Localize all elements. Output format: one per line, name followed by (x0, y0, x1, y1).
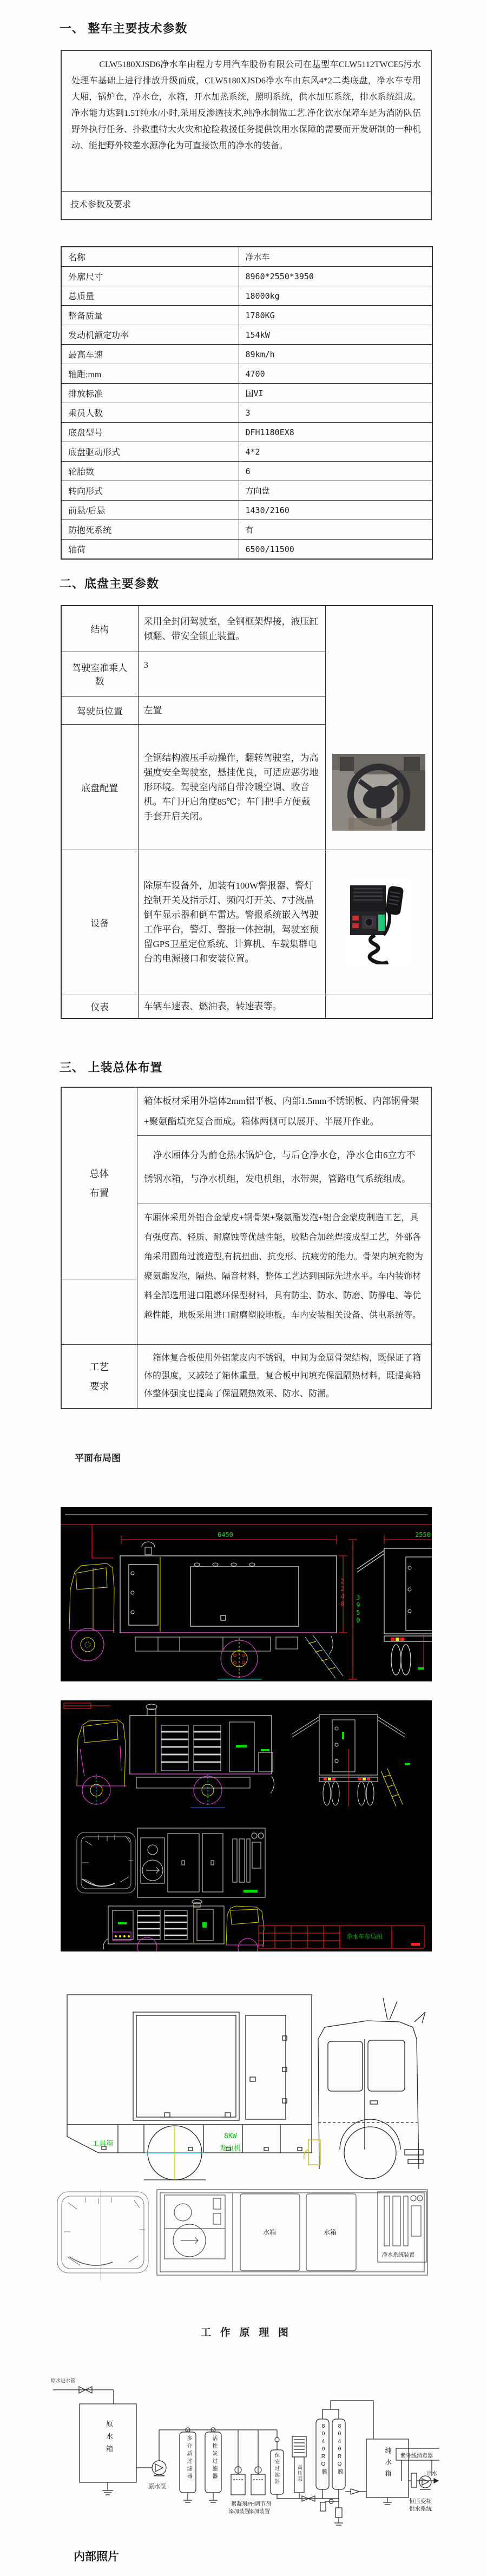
chassis-photo-cell (325, 850, 432, 995)
chassis-empty-cell (325, 995, 432, 1018)
chassis-text: 3 (138, 652, 325, 696)
param-row (61, 462, 432, 481)
raw-water-tank-label: 原水箱 (105, 2420, 113, 2457)
dosing1-label-line1: 絮凝剂 (231, 2501, 247, 2507)
param-value: 4*2 (239, 442, 432, 462)
raw-water-pump-label: 原水泵 (148, 2483, 166, 2490)
param-value: 1780KG (239, 306, 432, 325)
chassis-label: 驾驶室准乘人数 (61, 652, 138, 696)
intro-requirements-label: 技术参数及要求 (62, 191, 431, 219)
section1-title: 一、 整车主要技术参数 (60, 22, 188, 35)
dosing2-label-line1: PH调节剂 (247, 2501, 271, 2507)
param-row (61, 442, 432, 462)
param-value: 方向盘 (239, 481, 432, 501)
supply-system-label-line1: 恒压变频 (409, 2498, 432, 2505)
param-row (61, 345, 432, 364)
param-label: 发动机额定功率 (61, 325, 239, 345)
water-tank-label-2: 水箱 (324, 2229, 337, 2236)
raw-water-tank (80, 2404, 136, 2482)
param-label: 外廓尺寸 (61, 267, 239, 286)
cad-drawing-1 (61, 1507, 432, 1681)
param-label: 防抱死系统 (61, 520, 239, 540)
supply-system-label-line2: 供水系统 (409, 2506, 432, 2512)
param-row (61, 247, 432, 267)
cab-outline (69, 1563, 114, 1633)
param-value: 净水车 (239, 247, 432, 267)
rear-view-box (357, 1548, 432, 1675)
steering-wheel-photo (332, 754, 425, 831)
chassis-photo-cell (325, 606, 432, 850)
param-value: 4700 (239, 364, 432, 384)
param-label: 底盘驱动形式 (61, 442, 239, 462)
cab-plan-sketch (57, 2190, 148, 2281)
length-dimension-label: 6450 (218, 1531, 233, 1539)
chassis-text: 采用全封闭驾驶室，全钢框架焊接，液压缸倾翻、带安全锁止装置。 (138, 606, 325, 652)
chassis-params-table (61, 605, 433, 1019)
plan-layout-heading: 平面布局图 (75, 1453, 121, 1463)
param-label: 轴距:mm (61, 364, 239, 384)
param-label: 转向形式 (61, 481, 239, 501)
param-row (61, 403, 432, 423)
pure-water-tank-label: 纯水箱 (384, 2447, 392, 2481)
chassis-row (61, 850, 432, 995)
param-value: 154kW (239, 325, 432, 345)
param-label: 总质量 (61, 286, 239, 306)
chassis-row (61, 606, 432, 652)
cad-panel-side-rear-view (61, 1507, 432, 1681)
media-filter-label: 多介质过滤器 (186, 2435, 192, 2481)
dosing-unit-1 (231, 2474, 245, 2495)
param-value: 6500/11500 (239, 540, 432, 560)
ro-membrane-label-2: 8040RO膜 (337, 2423, 343, 2476)
param-label: 轴荷 (61, 540, 239, 560)
param-label: 整备质量 (61, 306, 239, 325)
side-view-svg (64, 1987, 427, 2192)
ro-membrane-1 (316, 2419, 329, 2489)
dosing2-label-line2: 添加装置 (248, 2509, 270, 2515)
generator-label-line1: 8KW (224, 2132, 237, 2140)
param-row (61, 364, 432, 384)
pure-water-tank (366, 2439, 409, 2498)
taillights (391, 1638, 432, 1641)
inlet-label: 原水进水管 (51, 2378, 76, 2383)
chassis-label: 仪表 (61, 995, 138, 1018)
total-height-dimension-label: 3950 (354, 1594, 362, 1624)
param-label: 轮胎数 (61, 462, 239, 481)
media-filter-column (180, 2432, 196, 2493)
box-body (120, 1556, 337, 1633)
param-value: 国VI (239, 384, 432, 403)
cad-panel-layout-views (61, 1700, 432, 1951)
chassis-label: 底盘配置 (61, 724, 138, 850)
dosing1-label-line2: 添加装置 (228, 2509, 250, 2515)
param-value: 8960*2550*3950 (239, 267, 432, 286)
param-row (61, 306, 432, 325)
param-row (61, 267, 432, 286)
param-value: DFH1180EX8 (239, 423, 432, 442)
param-label: 排放标准 (61, 384, 239, 403)
uv-sterilizer-box (396, 2448, 439, 2460)
param-row (61, 520, 432, 540)
ro-membrane-2 (332, 2419, 345, 2489)
intro-paragraph: CLW5180XJSD6净水车由程力专用汽车股份有限公司在基型车CLW5112TWCE5污水处理车基础上进行排放升级而成，CLW5180XJSD6净水车由东风4*2二类底盘，净水车专用大厢，锅炉仓，净水仓，水箱，开水加热系统，照明系统，供水加压系统，排水系统组成。净水能力达到1.5T纯水/小时,采用反渗透技术,纯净水制做工艺.净化饮水保障车是为消防队伍野外执行任务、扑救重特大火灾和抢险救援任务提供饮用水保障的需要而开发研制的一种机动、能把野外较差水源净化为可直接饮用的净水的装备。 (71, 60, 421, 150)
width-dimension-label: 2550 (415, 1531, 431, 1539)
body-layout-cell-b: 净水厢体分为前仓热水锅炉仓，与后仓净水仓，净水仓由6立方不锈钢水箱，与净水机组，发电机组，水带架，管路电气系统组成。 (137, 1136, 431, 1204)
param-row (61, 286, 432, 306)
plan-view-svg (53, 2186, 434, 2283)
ladder (305, 1635, 343, 1678)
param-label: 底盘型号 (61, 423, 239, 442)
high-pressure-pump (292, 2436, 306, 2493)
working-principle-heading: 工 作 原 理 图 (200, 2327, 292, 2338)
chassis-label: 驾驶员位置 (61, 696, 138, 724)
param-label: 前悬/后悬 (61, 501, 239, 520)
uv-sterilizer-label: 紫外线消毒器 (400, 2453, 433, 2459)
carbon-filter-column (205, 2432, 221, 2493)
param-label: 最高车速 (61, 345, 239, 364)
process-flow-diagram (50, 2366, 439, 2534)
body-height-dimension-label: 2240 (339, 1578, 346, 1608)
ro-membrane-label-1: 8040RO膜 (320, 2423, 326, 2476)
param-value: 1430/2160 (239, 501, 432, 520)
truck-plan-view-drawing (53, 2186, 434, 2283)
body-layout-cell-a: 箱体板材采用外墙体2mm铝平板、内部1.5mm不锈钢板、内部钢骨架+聚氨酯填充复合而成。箱体两侧可以展开、半展开作业。 (137, 1088, 431, 1136)
security-filter-label: 保安过滤器 (274, 2453, 280, 2485)
chassis-row (61, 995, 432, 1018)
param-label: 乘员人数 (61, 403, 239, 423)
param-row (61, 501, 432, 520)
cad-title-block-label: 净水车布局图 (346, 1933, 382, 1940)
vehicle-params-table (61, 246, 433, 560)
dosing-unit-2 (251, 2474, 265, 2495)
param-label: 名称 (61, 247, 239, 267)
param-value: 6 (239, 462, 432, 481)
water-tank-label-1: 水箱 (263, 2229, 277, 2236)
generator-label-line2: 发电机 (220, 2145, 241, 2153)
section2-title: 二、底盘主要参数 (60, 577, 160, 590)
chassis-text: 左置 (138, 696, 325, 724)
body-layout-label-column (62, 1088, 137, 1408)
intro-box (61, 50, 432, 220)
outlet-label: 出水 (426, 2471, 437, 2477)
craft-label: 工艺要求 (89, 1361, 109, 1392)
chassis-text: 车辆车速表、燃油表，转速表等。 (138, 995, 325, 1018)
empty-label-cell (62, 1279, 137, 1345)
craft-text-cell: 箱体复合板使用外铝蒙皮内不锈钢，中间为金属骨架结构，既保证了箱体的强度，又减轻了箱体重量。复合板中间填充保温隔热材料，既提高箱体整体强度也提高了保温隔热效果、防水、防潮。 (144, 1353, 422, 1398)
flow-svg (50, 2366, 439, 2534)
overall-layout-label: 总体布置 (89, 1168, 109, 1199)
param-value: 有 (239, 520, 432, 540)
param-row (61, 481, 432, 501)
craft-label-cell (62, 1345, 137, 1408)
param-value: 3 (239, 403, 432, 423)
body-layout-content-column (137, 1088, 431, 1408)
purifier-unit-label: 净水系统装置 (382, 2252, 414, 2258)
ribbed-tank (161, 1725, 221, 1771)
chassis-text: 除原车设备外，加装有100W警报器、警灯控制开关及指示灯、频闪灯开关、7寸液晶倒车显示器和倒车雷达。警报系统嵌入驾驶工作平台，警灯、警报一体控制，驾驶室预留GPS卫星定位系统、计算机、车载集群电台的电源接口和安装位置。 (138, 850, 325, 995)
truck-side-view-drawing (64, 1987, 427, 2192)
chassis-label: 结构 (61, 606, 138, 652)
security-filter-column (271, 2450, 284, 2494)
toolbox-label: 工具箱 (92, 2140, 114, 2148)
body-layout-cell-c: 车厢体采用外铝合金蒙皮+钢骨架+聚氨酯发泡+铝合金蒙皮制造工艺，具有强度高、轻质、耐腐蚀等优越性能，胶粘合加丝焊接成型工艺，外部各角采用圆角过渡造型,有抗扭曲、抗变形、抗疲劳的能力。骨架内填充物为聚氨酯发泡，隔热、隔音材料，整体工艺达到国际先进水平。车内装饰材料全部选用进口阻燃环保型材料，具有防尘、防水、防磨、防静电、等优越性能，地板采用进口耐磨塑胶地板。车内安装相关设备、供电系统等。 (137, 1204, 431, 1345)
siren-control-photo (347, 878, 411, 964)
chassis-label: 设备 (61, 850, 138, 995)
param-row (61, 325, 432, 345)
raw-water-pump (152, 2461, 166, 2476)
cab-outline (318, 1998, 425, 2169)
section3-title: 三、 上装总体布置 (60, 1061, 163, 1074)
param-row (61, 423, 432, 442)
param-value: 89km/h (239, 345, 432, 364)
param-value: 18000kg (239, 286, 432, 306)
carbon-filter-label: 活性炭过滤器 (211, 2435, 217, 2481)
supply-pump (419, 2476, 431, 2489)
interior-photos-heading: 内部照片 (74, 2550, 119, 2563)
param-row (61, 540, 432, 560)
overall-layout-label-cell (62, 1088, 137, 1279)
title-block (259, 1926, 424, 1948)
chassis-text: 全钢结构液压手动操作，翻转驾驶室，为高强度安全驾驶室，悬挂优良，可适应恶劣地形环境。驾驶室内部自带冷暖空调、收音机。车门开启角度85℃；车门把手方便戴手套开启关闭。 (138, 724, 325, 850)
hp-pump-label: 高压泵 (297, 2465, 302, 2482)
cad-drawing-2 (61, 1700, 432, 1951)
cab-plan-sketch (77, 1832, 135, 1893)
param-row (61, 384, 432, 403)
body-layout-table (61, 1087, 432, 1409)
